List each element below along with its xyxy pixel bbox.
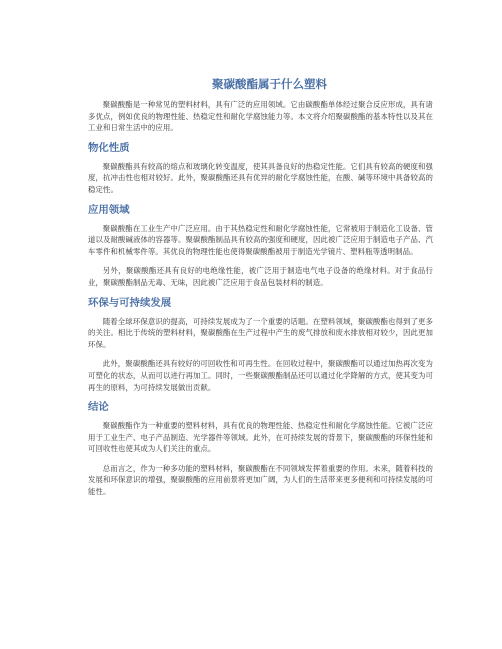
section-heading-properties: 物化性质 <box>88 141 130 154</box>
properties-paragraph: 聚碳酸酯具有较高的熔点和玻璃化转变温度，使其具备良好的热稳定性能。它们具有较高的硬度和强度，抗冲击性也相对较好。此外，聚碳酸酯还具有优异的耐化学腐蚀性能，在酸、碱等环境中具备较高的稳定性。 <box>88 161 433 194</box>
applications-paragraph-1: 聚碳酸酯在工业生产中广泛应用。由于其热稳定性和耐化学腐蚀性能，它常被用于制造化工设备、管道以及耐酸碱液体的容器等。聚碳酸酯制品具有较高的强度和硬度，因此被广泛应用于制造电子产品、汽车零件和机械零件等。其优良的物理性能也使得聚碳酸酯被用于制造光学镜片、塑料瓶等透明制品。 <box>88 223 433 256</box>
conclusion-paragraph-2: 总而言之，作为一种多功能的塑料材料，聚碳酸酯在不同领域发挥着重要的作用。未来，随着科技的发展和环保意识的增强，聚碳酸酯的应用前景将更加广阔，为人们的生活带来更多便利和可持续发展的可能性。 <box>88 463 433 497</box>
document-title: 聚碳酸酯属于什么塑料 <box>212 77 327 91</box>
intro-paragraph: 聚碳酸酯是一种常见的塑料材料，具有广泛的应用领域。它由碳酸酯单体经过聚合反应形成，具有诸多优点，例如优良的物理性能、热稳定性和耐化学腐蚀能力等。本文将介绍聚碳酸酯的基本特性以及其在工业和日常生活中的应用。 <box>88 100 433 133</box>
conclusion-paragraph-1: 聚碳酸酯作为一种重要的塑料材料，具有优良的物理性能、热稳定性和耐化学腐蚀性能。它被广泛应用于工业生产、电子产品制造、光学器件等领域。此外，在可持续发展的背景下，聚碳酸酯的环保性能和可回收性也使其成为人们关注的重点。 <box>88 421 433 454</box>
section-heading-sustainability: 环保与可持续发展 <box>88 296 172 309</box>
document-page <box>88 77 433 506</box>
applications-paragraph-2: 另外，聚碳酸酯还具有良好的电绝缘性能，被广泛用于制造电气电子设备的绝缘材料。对于食品行业，聚碳酸酯制品无毒、无味，因此被广泛应用于食品包装材料的制造。 <box>88 266 433 287</box>
sustainability-paragraph-1: 随着全球环保意识的提高，可持续发展成为了一个重要的话题。在塑料领域，聚碳酸酯也得到了更多的关注。相比于传统的塑料材料，聚碳酸酯在生产过程中产生的废气排放和废水排放相对较少，因此更加环保。 <box>88 316 433 349</box>
section-heading-conclusion: 结论 <box>88 401 109 414</box>
section-heading-applications: 应用领域 <box>88 203 130 216</box>
sustainability-paragraph-2: 此外，聚碳酸酯还具有较好的可回收性和可再生性。在回收过程中，聚碳酸酯可以通过加热再次变为可塑化的状态，从而可以进行再加工。同时，一些聚碳酸酯制品还可以通过化学降解的方式，使其变为可再生的原料，为可持续发展做出贡献。 <box>88 359 433 392</box>
